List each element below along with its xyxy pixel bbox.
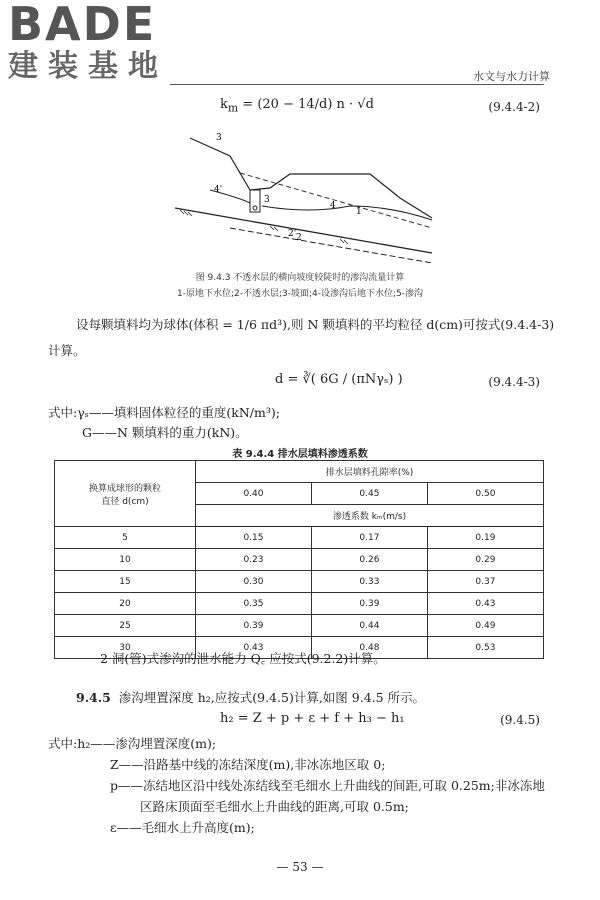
table-cell: 10	[55, 549, 196, 571]
table-cell: 0.35	[196, 593, 312, 615]
item-2-text: 2 洞(管)式渗沟的泄水能力 Q꜀ 应按式(9.2.2)计算。	[100, 651, 386, 666]
table-cell: 0.26	[311, 549, 427, 571]
page-number: — 53 —	[276, 860, 324, 874]
table-cell: 0.37	[427, 571, 543, 593]
figure-label: 3	[216, 133, 222, 143]
definition-line: G——N 颗填料的重力(kN)。	[82, 425, 248, 440]
definition-line: 区路床顶面至毛细水上升曲线的距离,可取 0.5m;	[140, 799, 409, 814]
definition-line: ε——毛细水上升高度(m);	[110, 820, 255, 835]
table-cell: 20	[55, 593, 196, 615]
new-water-table	[210, 190, 432, 220]
table-cell: 0.43	[196, 637, 312, 659]
slope-surface-line	[190, 138, 250, 190]
figure-caption-legend: 1-原地下水位;2-不透水层;3-坡面;4-设渗沟后地下水位;5-渗沟	[177, 289, 423, 299]
ground-line	[250, 174, 432, 218]
equation-9-4-4-3: d = ∛( 6G / (πNγₛ) )	[275, 372, 403, 387]
table-cell: 0.29	[427, 549, 543, 571]
table-header-row	[55, 461, 544, 483]
porosity-value: 0.40	[196, 483, 312, 505]
running-header-title: 水文与水力计算	[473, 70, 550, 83]
row-header-line2: 直径 d(cm)	[101, 496, 149, 507]
equation-number: (9.4.4-3)	[488, 375, 540, 389]
table-cell: 0.15	[196, 527, 312, 549]
table-row	[55, 593, 544, 615]
table-cell: 0.49	[427, 615, 543, 637]
porosity-header: 排水层填料孔隙率(%)	[196, 461, 544, 483]
figure-label: 2'	[288, 229, 297, 239]
table-row	[55, 615, 544, 637]
table-cell: 0.19	[427, 527, 543, 549]
row-header-line1: 换算成球形的颗粒	[88, 483, 161, 494]
table-cell: 0.23	[196, 549, 312, 571]
table-cell: 0.33	[311, 571, 427, 593]
table-cell: 5	[55, 527, 196, 549]
section-text: 渗沟埋置深度 h₂,应按式(9.4.5)计算,如图 9.4.5 所示。	[118, 690, 426, 705]
definition-line: p——冻结地区沿中线处冻结线至毛细水上升曲线的间距,可取 0.25m;非冰冻地	[110, 778, 545, 793]
equation-9-4-5: h₂ = Z + p + ε + f + h₃ − h₁	[220, 711, 405, 726]
section-number: 9.4.5	[76, 690, 111, 705]
definition-line: 式中:γₛ——填料固体粒径的重度(kN/m³);	[48, 405, 280, 420]
table-cell: 0.53	[427, 637, 543, 659]
figure-label: 4'	[214, 185, 223, 195]
seepage-figure	[170, 128, 440, 263]
brand-logo-subtitle: 建装基地	[8, 49, 168, 84]
table-cell: 0.48	[311, 637, 427, 659]
coefficient-header: 渗透系数 kₘ(m/s)	[196, 505, 544, 527]
figure-label: 4	[330, 201, 336, 211]
table-cell: 0.17	[311, 527, 427, 549]
trench	[250, 190, 260, 212]
table-cell: 30	[55, 637, 196, 659]
paragraph-sphere: 设每颗填料均为球体(体积 = 1/6 πd³),则 N 颗填料的平均粒径 d(cm)可按式(9.4.4-3)	[76, 317, 555, 332]
figure-caption-title: 图 9.4.3 不透水层的横向坡度较陡时的渗沟流量计算	[195, 273, 405, 283]
table-row	[55, 527, 544, 549]
section-9-4-5	[76, 687, 425, 708]
table-title: 表 9.4.4 排水层填料渗透系数	[232, 449, 368, 460]
definition-line: 式中:h₂——渗沟埋置深度(m);	[48, 736, 217, 751]
header-rule	[170, 84, 544, 85]
table-cell: 15	[55, 571, 196, 593]
table-cell: 0.39	[196, 615, 312, 637]
impermeable-layer-dashed	[230, 228, 432, 263]
equation-formula: $k_m = (20 - 14/d) n \cdot √d$	[220, 97, 374, 115]
figure-label: 2	[296, 233, 302, 243]
table-cell: 25	[55, 615, 196, 637]
porosity-value: 0.45	[311, 483, 427, 505]
table-cell: 0.30	[196, 571, 312, 593]
paragraph-sphere-cont: 计算。	[48, 343, 86, 358]
figure-label: 3	[264, 195, 270, 205]
table-cell: 0.43	[427, 593, 543, 615]
brand-logo: BADE	[8, 0, 157, 51]
permeability-table	[54, 460, 544, 659]
table-cell: 0.44	[311, 615, 427, 637]
equation-number: (9.4.4-2)	[488, 100, 540, 114]
row-header-cell	[55, 461, 196, 527]
definition-line: Z——沿路基中线的冻结深度(m),非冰冻地区取 0;	[110, 757, 386, 772]
table-row	[55, 571, 544, 593]
figure-label: 1	[356, 207, 362, 217]
equation-number: (9.4.5)	[500, 713, 540, 727]
porosity-value: 0.50	[427, 483, 543, 505]
table-cell: 0.39	[311, 593, 427, 615]
impermeable-layer	[175, 208, 432, 253]
table-row	[55, 549, 544, 571]
equation-9-4-4-2	[220, 97, 374, 115]
